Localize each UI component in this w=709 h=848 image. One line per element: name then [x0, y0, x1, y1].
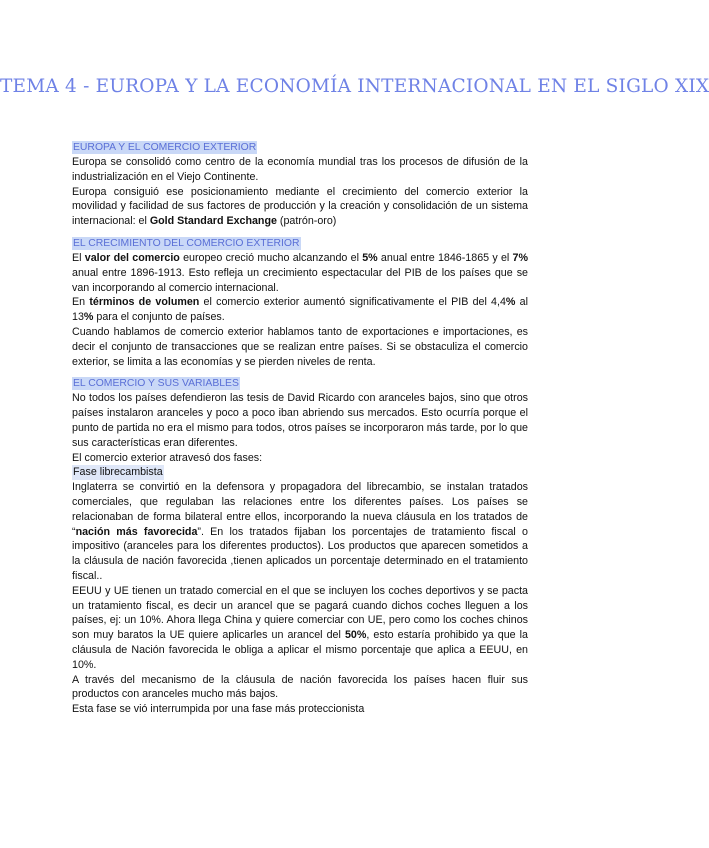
paragraph: Inglaterra se convirtió en la defensora y propagadora del librecambio, se instalan tratados comerciales, que regulaban las relaciones entre los diferentes países. Los países se relacionaban de forma bilateral entre ellos, incorporando la nueva cláusula en los tratados de “nación más favorecida”. En los tratados fijaban los porcentajes de tratamiento fiscal o impositivo (aranceles para los diferentes productos). Los productos que aparecen sometidos a la cláusula de nación favorecida ,tienen aplicados un porcentaje determinado en el tratamiento fiscal..	[72, 481, 528, 582]
paragraph: Cuando hablamos de comercio exterior hablamos tanto de exportaciones e importaciones, es decir el conjunto de transacciones que se realizan entre países. Si se obstaculiza el comercio exterior, se limita a las economías y se pierden niveles de renta.	[72, 325, 528, 368]
document-body	[72, 140, 528, 717]
page-title: TEMA 4 - EUROPA Y LA ECONOMÍA INTERNACIONAL EN EL SIGLO XIX	[0, 76, 709, 97]
paragraph: El valor del comercio europeo creció mucho alcanzando el 5% anual entre 1846-1865 y el 7% anual entre 1896-1913. Esto refleja un crecimiento espectacular del PIB de los países que se van incorporando al comercio internacional.	[72, 251, 528, 294]
section-heading-crecimiento: EL CRECIMIENTO DEL COMERCIO EXTERIOR	[73, 237, 300, 249]
paragraph: EEUU y UE tienen un tratado comercial en el que se incluyen los coches deportivos y se pacta un tratamiento fiscal, es decir un arancel que se pagará cuando dichos coches lleguen a los países, ej: un 10%. Ahora llega China y quiere comerciar con UE, pero como los coches chinos son muy baratos la UE quiere aplicarles un arancel del 50%, esto estaría prohibido ya que la cláusula de Nación favorecida le obliga a aplicar el mismo porcentaje que aplica a EEUU, en 10%.	[72, 584, 528, 671]
paragraph: Europa se consolidó como centro de la economía mundial tras los procesos de difusión de la industrialización en el Viejo Continente.	[72, 156, 528, 183]
subheading-fase-librecambista: Fase librecambista	[73, 466, 163, 479]
paragraph: El comercio exterior atravesó dos fases:	[72, 451, 263, 464]
paragraph: No todos los países defendieron las tesis de David Ricardo con aranceles bajos, sino que otros países instalaron aranceles y poco a poco iban abriendo sus mercados. Esto ocurría porque el punto de partida no era el mismo para todos, otros países se incorporaron más tarde, por lo que sus características eran diferentes.	[72, 392, 528, 449]
paragraph: A través del mecanismo de la cláusula de nación favorecida los países hacen fluir sus productos con aranceles mucho más bajos.	[72, 673, 528, 701]
section-heading-europa: EUROPA Y EL COMERCIO EXTERIOR	[73, 142, 257, 153]
section-heading-variables: EL COMERCIO Y SUS VARIABLES	[73, 378, 239, 390]
paragraph: Esta fase se vió interrumpida por una fase más proteccionista	[72, 703, 365, 716]
paragraph: En términos de volumen el comercio exterior aumentó significativamente el PIB del 4,4% al 13% para el conjunto de países.	[72, 296, 528, 324]
paragraph: Europa consiguió ese posicionamiento mediante el crecimiento del comercio exterior la movilidad y facilidad de sus factores de producción y la creación y consolidación de un sistema internacional: el Gold Standard Exchange (patrón-oro)	[72, 185, 528, 228]
